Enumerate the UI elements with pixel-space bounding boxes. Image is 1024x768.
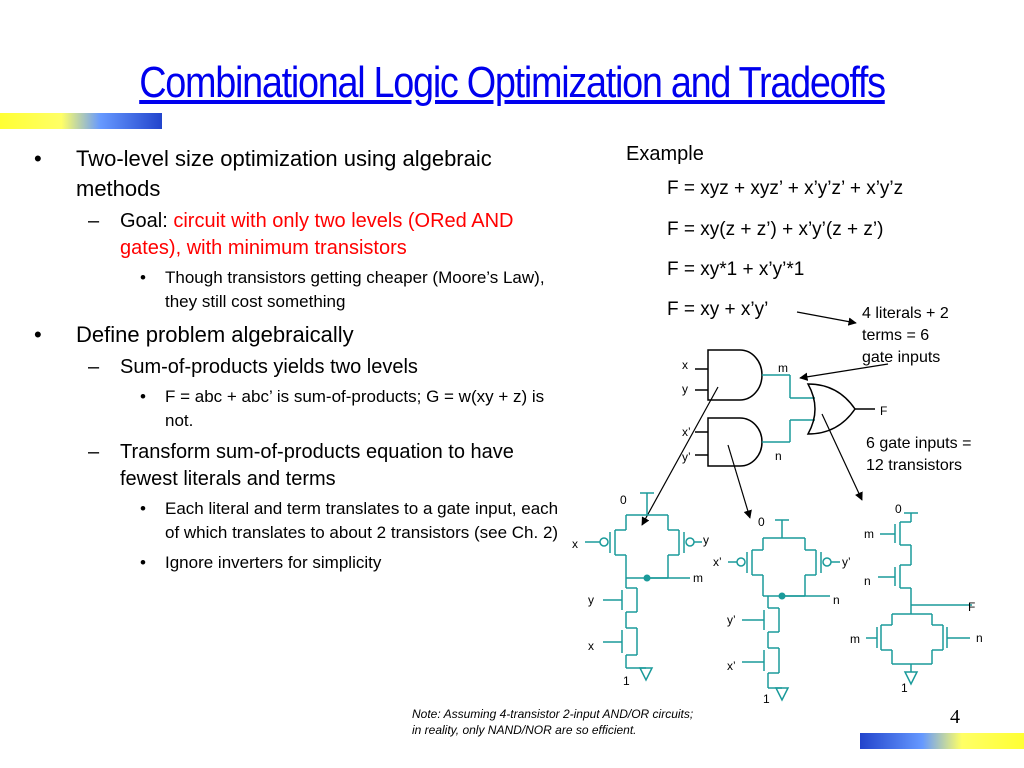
circuit-label: n <box>976 631 983 645</box>
bullet-text: Sum-of-products yields two levels <box>120 356 418 378</box>
page-number: 4 <box>950 706 960 728</box>
gate-label: x <box>682 358 688 372</box>
circuit-arrow <box>642 387 718 525</box>
circuit-label: x <box>588 639 594 653</box>
gate-label: y <box>682 382 688 396</box>
slide-title: Combinational Logic Optimization and Tradeoffs <box>139 58 885 107</box>
circuit-label: m <box>693 571 703 585</box>
circuit-label: y’ <box>727 613 736 627</box>
footer-bar <box>860 733 1024 749</box>
bullet-marker: • <box>140 268 146 287</box>
circuit-label: 0 <box>895 502 902 516</box>
circuit-label: 0 <box>620 493 627 507</box>
gate-label: x’ <box>682 425 691 439</box>
circuit-label: y’ <box>842 555 851 569</box>
transistor-circuit-and-xy-prime <box>728 520 840 700</box>
bullet-marker: – <box>88 356 100 378</box>
gate-label: F <box>880 404 888 418</box>
bullet-marker: • <box>34 146 42 171</box>
circuit-label: m <box>850 632 860 646</box>
bullet-text: Though transistors getting cheaper (Moore’s Law), they still cost something <box>165 268 545 311</box>
annotation-arrow <box>800 364 888 378</box>
circuit-arrow <box>822 414 862 500</box>
footnote-line: Note: Assuming 4-transistor 2-input AND/OR circuits; <box>412 707 694 721</box>
footnote-line: in reality, only NAND/NOR are so efficient. <box>412 723 637 737</box>
bullet-marker: • <box>140 553 146 572</box>
circuit-label: F <box>968 600 976 614</box>
circuit-label: m <box>864 527 874 541</box>
equation-2: F = xy(z + z’) + x’y’(z + z’) <box>667 219 884 240</box>
circuit-label: n <box>833 593 840 607</box>
transistor-circuit-or <box>866 513 972 684</box>
annotation-literals-line1: 4 literals + 2 <box>862 305 949 322</box>
example-heading: Example <box>626 143 704 165</box>
gate-label: n <box>775 449 782 463</box>
bullet-text: Each literal and term translates to a gate input, each of which translates to about 2 transistors (see Ch. 2) <box>165 499 559 542</box>
annotation-literals-line3: gate inputs <box>862 349 941 366</box>
bullet-marker: • <box>140 499 146 518</box>
bullet-text: Two-level size optimization using algebraic methods <box>76 146 492 201</box>
equation-4: F = xy + x’y’ <box>667 299 769 320</box>
bullet-text-emphasis: circuit with only two levels (ORed AND gates), with minimum transistors <box>120 210 514 259</box>
circuit-label: 1 <box>623 674 630 688</box>
equation-3: F = xy*1 + x’y’*1 <box>667 259 805 280</box>
gate-label: m <box>778 361 788 375</box>
circuit-label: x <box>572 537 578 551</box>
bullet-marker: • <box>140 387 146 406</box>
bullet-text-prefix: Goal: <box>120 210 174 232</box>
annotation-transistors-line2: 12 transistors <box>866 457 963 474</box>
footnote <box>412 706 693 738</box>
bullet-text: Define problem algebraically <box>76 322 354 347</box>
gate-label: y’ <box>682 450 691 464</box>
annotation-arrow <box>797 312 856 323</box>
circuit-label: n <box>864 574 871 588</box>
circuit-label: y <box>588 593 594 607</box>
circuit-label: y <box>703 533 709 547</box>
bullet-marker: • <box>34 322 42 347</box>
junction-dot <box>779 593 786 600</box>
circuit-label: x’ <box>713 555 722 569</box>
circuit-label: 0 <box>758 515 765 529</box>
equation-1: F = xyz + xyz’ + x’y’z’ + x’y’z <box>667 178 904 199</box>
circuit-label: 1 <box>763 692 770 706</box>
circuit-label: x’ <box>727 659 736 673</box>
annotation-literals-line2: terms = 6 <box>862 327 930 344</box>
bullet-marker: – <box>88 210 100 232</box>
bullet-text: Ignore inverters for simplicity <box>165 553 382 572</box>
circuit-label: 1 <box>901 681 908 695</box>
bullet-text: F = abc + abc’ is sum-of-products; G = w(xy + z) is not. <box>165 387 545 430</box>
annotation-transistors-line1: 6 gate inputs = <box>866 435 972 452</box>
circuit-arrow <box>728 445 750 518</box>
bullet-text: Transform sum-of-products equation to have fewest literals and terms <box>120 441 514 490</box>
junction-dot <box>644 575 651 582</box>
bullet-marker: – <box>88 441 100 463</box>
